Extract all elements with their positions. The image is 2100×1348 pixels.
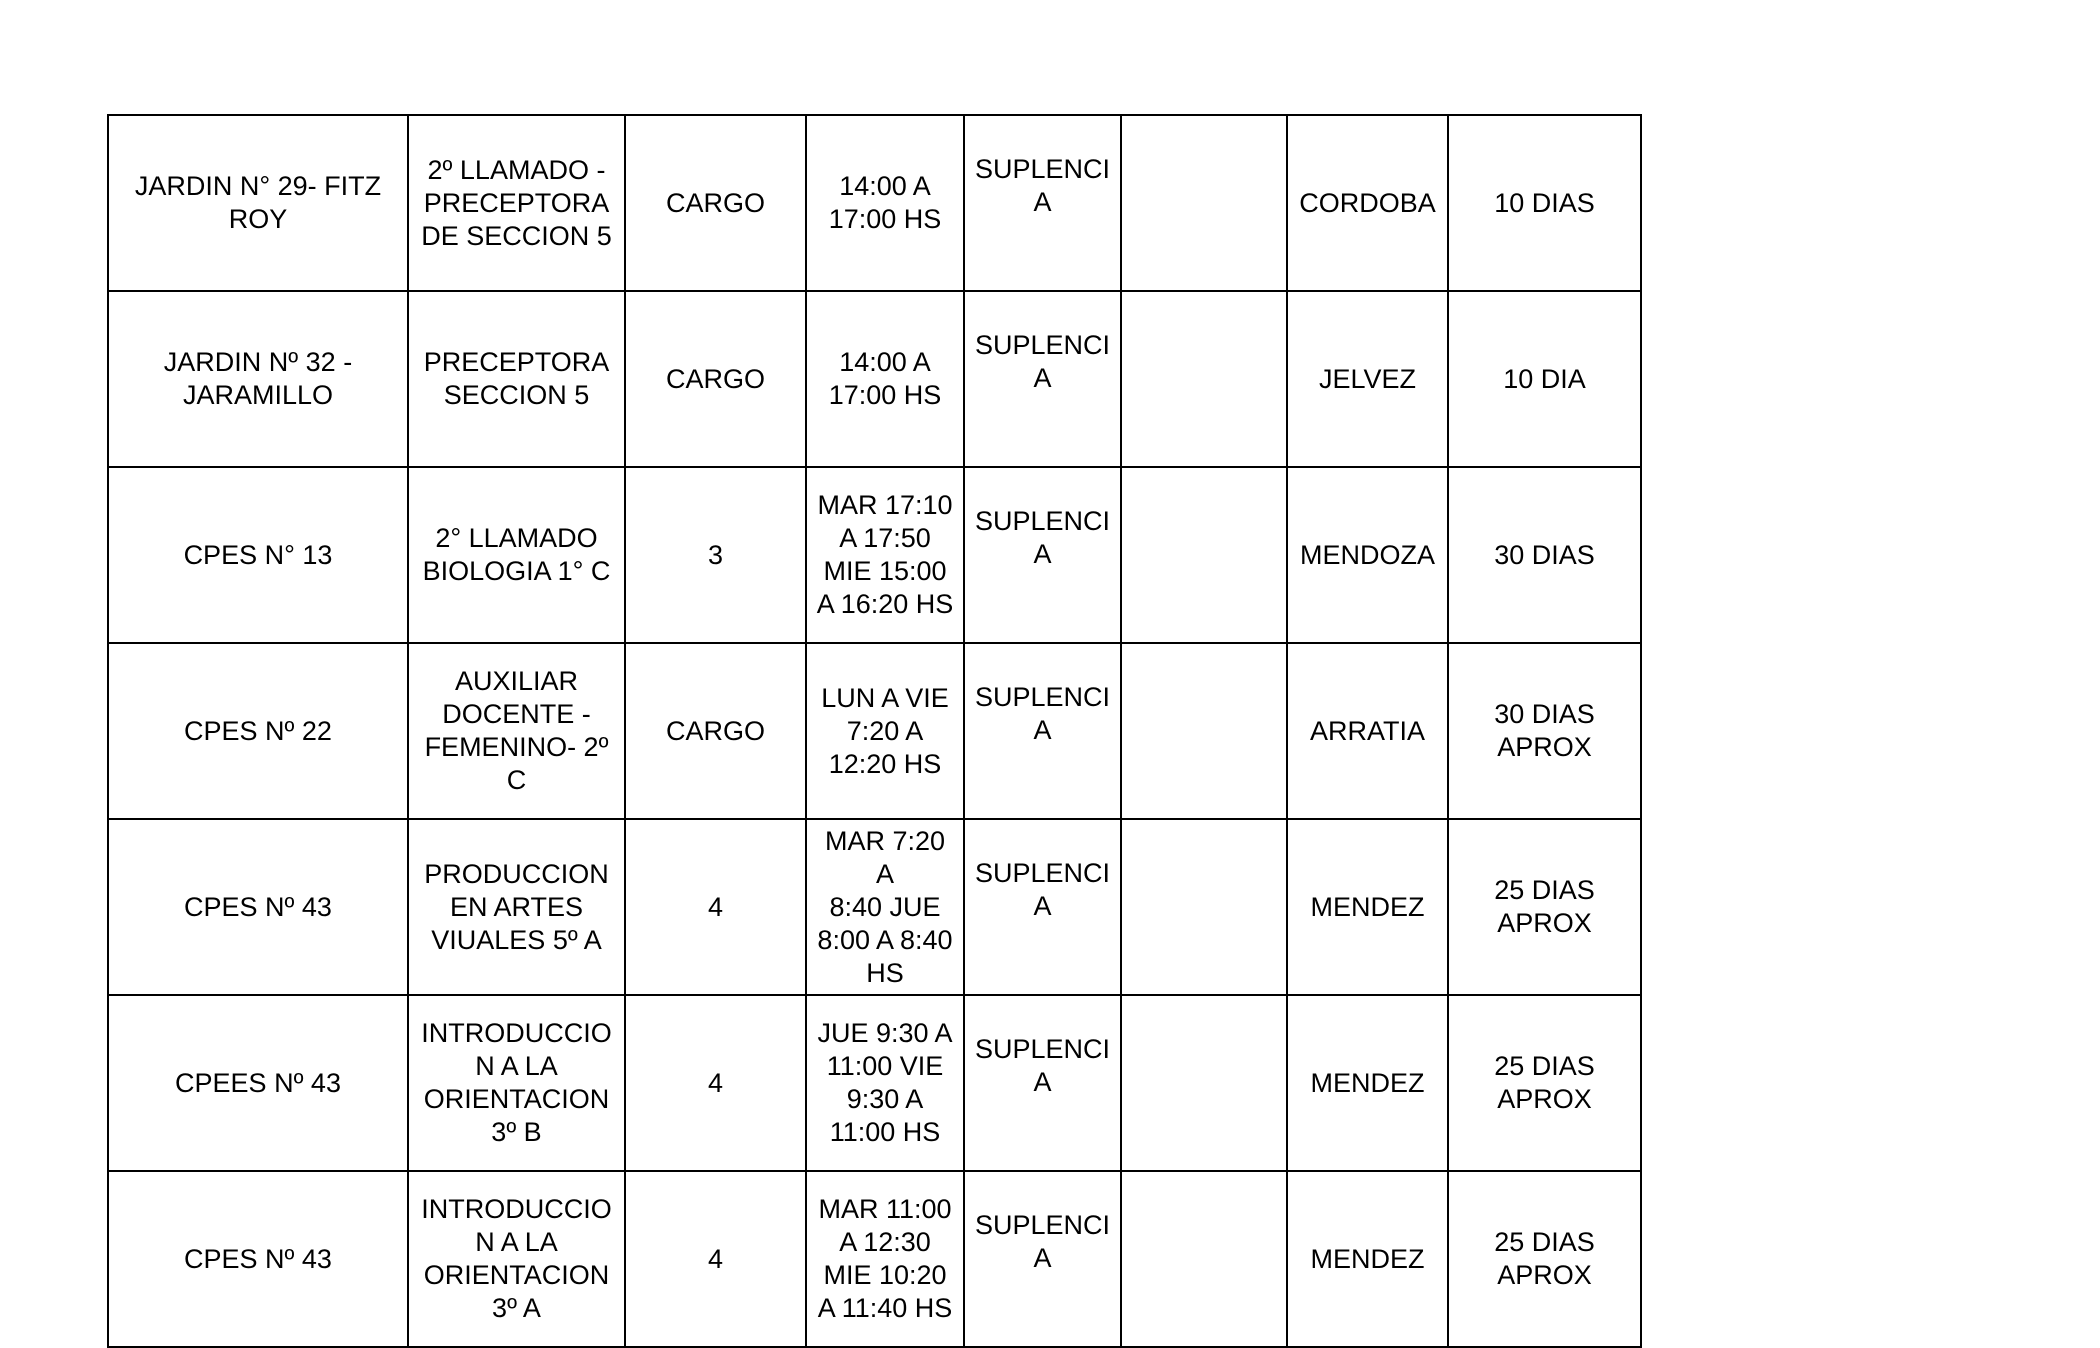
hours-cell: 3 [625,467,806,643]
holder-cell: MENDEZ [1287,819,1448,995]
empty-cell [1121,995,1287,1171]
schedule-cell: MAR 17:10 A 17:50 MIE 15:00 A 16:20 HS [806,467,964,643]
table-row [108,819,1641,995]
duration-cell: 25 DIAS APROX [1448,1171,1641,1347]
type-cell: SUPLENCI A [964,291,1121,467]
school-cell: JARDIN Nº 32 - JARAMILLO [108,291,408,467]
subject-cell: INTRODUCCIO N A LA ORIENTACION 3º A [408,1171,625,1347]
schedule-cell: 14:00 A 17:00 HS [806,115,964,291]
hours-cell: 4 [625,995,806,1171]
duration-cell: 25 DIAS APROX [1448,819,1641,995]
schedule-cell: MAR 11:00 A 12:30 MIE 10:20 A 11:40 HS [806,1171,964,1347]
school-cell: CPES N° 13 [108,467,408,643]
holder-cell: MENDEZ [1287,995,1448,1171]
hours-cell: CARGO [625,291,806,467]
table-row [108,643,1641,819]
empty-cell [1121,291,1287,467]
subject-cell: AUXILIAR DOCENTE - FEMENINO- 2º C [408,643,625,819]
schedule-cell: MAR 7:20 A 8:40 JUE 8:00 A 8:40 HS [806,819,964,995]
type-cell: SUPLENCI A [964,995,1121,1171]
holder-cell: MENDOZA [1287,467,1448,643]
type-cell: SUPLENCI A [964,1171,1121,1347]
duration-cell: 30 DIAS [1448,467,1641,643]
holder-cell: MENDEZ [1287,1171,1448,1347]
table-row [108,467,1641,643]
vacancies-table [107,114,1642,1348]
hours-cell: 4 [625,1171,806,1347]
subject-cell: 2° LLAMADO BIOLOGIA 1° C [408,467,625,643]
table-row [108,115,1641,291]
table-row [108,1171,1641,1347]
hours-cell: CARGO [625,115,806,291]
subject-cell: PRODUCCION EN ARTES VIUALES 5º A [408,819,625,995]
school-cell: CPES Nº 43 [108,819,408,995]
holder-cell: CORDOBA [1287,115,1448,291]
school-cell: CPES Nº 22 [108,643,408,819]
subject-cell: 2º LLAMADO - PRECEPTORA DE SECCION 5 [408,115,625,291]
school-cell: CPES Nº 43 [108,1171,408,1347]
duration-cell: 10 DIAS [1448,115,1641,291]
duration-cell: 10 DIA [1448,291,1641,467]
hours-cell: 4 [625,819,806,995]
schedule-cell: JUE 9:30 A 11:00 VIE 9:30 A 11:00 HS [806,995,964,1171]
empty-cell [1121,819,1287,995]
empty-cell [1121,467,1287,643]
type-cell: SUPLENCI A [964,643,1121,819]
schedule-cell: 14:00 A 17:00 HS [806,291,964,467]
hours-cell: CARGO [625,643,806,819]
holder-cell: JELVEZ [1287,291,1448,467]
holder-cell: ARRATIA [1287,643,1448,819]
table-row [108,291,1641,467]
school-cell: JARDIN N° 29- FITZ ROY [108,115,408,291]
empty-cell [1121,115,1287,291]
type-cell: SUPLENCI A [964,115,1121,291]
table-row [108,995,1641,1171]
duration-cell: 25 DIAS APROX [1448,995,1641,1171]
schedule-cell: LUN A VIE 7:20 A 12:20 HS [806,643,964,819]
subject-cell: PRECEPTORA SECCION 5 [408,291,625,467]
type-cell: SUPLENCI A [964,819,1121,995]
empty-cell [1121,643,1287,819]
empty-cell [1121,1171,1287,1347]
school-cell: CPEES Nº 43 [108,995,408,1171]
type-cell: SUPLENCI A [964,467,1121,643]
subject-cell: INTRODUCCIO N A LA ORIENTACION 3º B [408,995,625,1171]
duration-cell: 30 DIAS APROX [1448,643,1641,819]
